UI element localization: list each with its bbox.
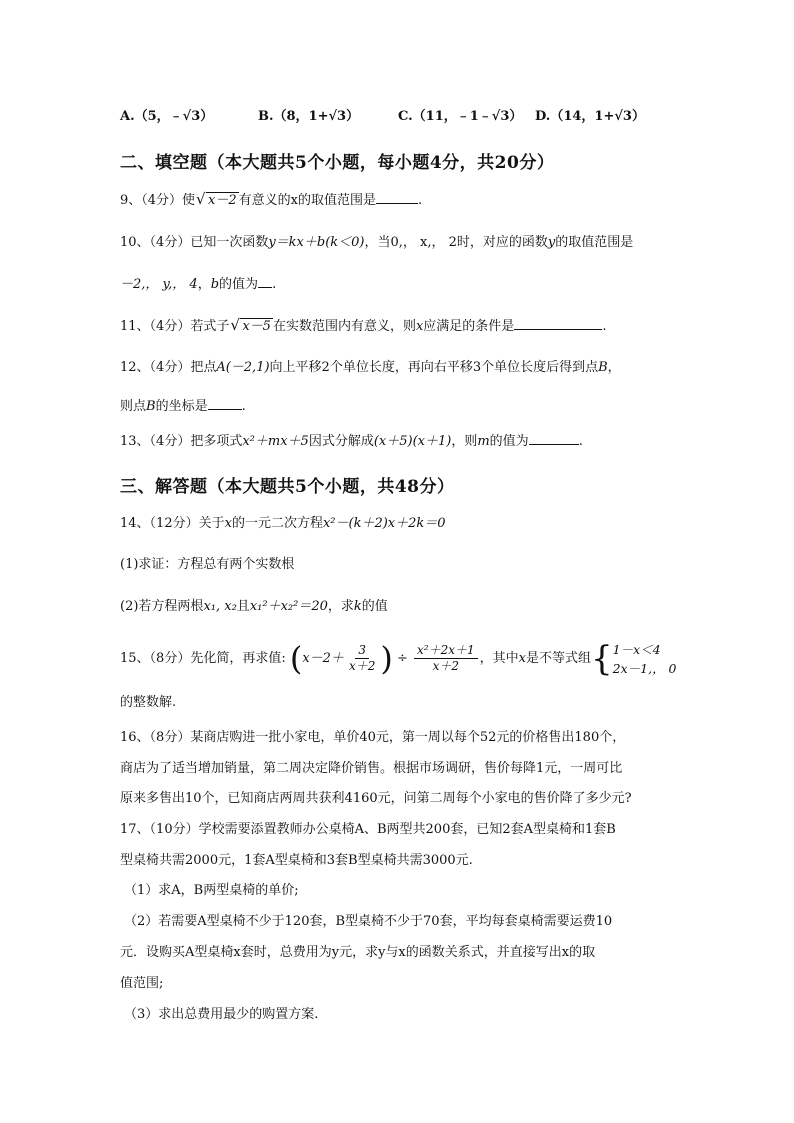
q10-comma: ， <box>197 277 211 292</box>
q11-x: x <box>415 319 424 334</box>
q12-point-a: A(－2,1) <box>216 360 270 375</box>
question-15 <box>120 639 677 679</box>
question-17-sub2-line2: 元．设购买A型桌椅x套时，总费用为y元，求y与x的函数关系式，并直接写出x的取 <box>120 945 596 960</box>
option-c: C.（11，﹣1﹣√3） <box>398 109 523 124</box>
question-17-sub3: （3）求出总费用最少的购置方案. <box>124 1007 319 1022</box>
question-16-line3: 原来多售出10个，已知商店两周共获利4160元，问第二周每个小家电的售价降了多少元? <box>120 791 632 806</box>
q14-k: k <box>353 599 362 614</box>
question-15-line2: 的整数解. <box>120 695 177 710</box>
q10-end: . <box>272 277 277 292</box>
q13-post: ，则 <box>451 434 478 449</box>
q15-right-paren: ) <box>380 639 393 678</box>
question-17-line2: 型桌椅共需2000元，1套A型桌椅和3套B型桌椅共需3000元. <box>120 853 473 868</box>
q10-function: y＝kx＋b(k＜0) <box>268 235 365 250</box>
q11-radicand: x－5 <box>242 319 271 334</box>
option-d: D.（14，1+√3） <box>535 109 645 124</box>
q10-b: b <box>210 277 220 292</box>
q13-post2: 的值为 <box>489 434 529 449</box>
question-9 <box>120 191 422 210</box>
question-11 <box>120 317 606 336</box>
q13-factors: (x＋5)(x＋1) <box>373 434 452 449</box>
question-12 <box>120 359 621 377</box>
q15-fraction-2 <box>414 643 478 674</box>
q14-p1-text: 求证：方程总有两个实数根 <box>138 557 295 572</box>
section-fill-heading: 二、填空题（本大题共5个小题，每小题4分，共20分） <box>120 153 555 173</box>
q12-answer-blank <box>208 397 242 410</box>
q9-answer-blank <box>376 191 418 204</box>
q14-p2-number: (2) <box>120 599 139 614</box>
question-17-line1: 17、（10分）学校需要添置教师办公桌椅A、B两型共200套，已知2套A型桌椅和1套B <box>120 822 616 837</box>
q14-p2c: ，求 <box>327 599 354 614</box>
q10-post: 的取值范围是 <box>555 235 634 250</box>
q9-end: . <box>418 193 423 208</box>
q12-b2: B <box>146 399 156 414</box>
q13-answer-blank <box>529 432 579 445</box>
question-17-sub2-line3: 值范围; <box>120 976 164 991</box>
q11-end: . <box>602 319 607 334</box>
q15-divide: ÷ <box>396 651 408 666</box>
q15-f1-denominator: x＋2 <box>348 659 376 673</box>
q15-inequality-2: 2x－1,， 0 <box>612 660 677 676</box>
question-16-line1: 16、（8分）某商店购进一批小家电，单价40元，第一周以每个52元的价格售出180个， <box>120 730 626 745</box>
q10-ask: 的值为 <box>219 277 259 292</box>
question-12-line2 <box>120 397 246 416</box>
q9-prefix: 9、（4分）使 <box>120 193 196 208</box>
option-a: A.（5，﹣√3） <box>120 109 214 124</box>
q15-x: x <box>518 651 526 666</box>
q10-answer-blank <box>258 275 272 288</box>
q14-p2b: 且 <box>236 599 250 614</box>
q15-fraction-1 <box>346 643 378 674</box>
q12-end2: . <box>241 399 246 414</box>
q14-equation: x²－(k＋2)x＋2k＝0 <box>322 516 446 531</box>
q13-end: . <box>578 434 583 449</box>
q14-prefix: 14、（12分）关于 <box>120 516 225 531</box>
q15-f1-numerator: 3 <box>355 643 369 659</box>
q14-p1-number: (1) <box>120 557 139 572</box>
q14-roots: x₁, x₂ <box>203 599 237 614</box>
answer-options-row <box>120 108 680 126</box>
q13-mid: 因式分解成 <box>308 434 374 449</box>
q11-mid: 在实数范围内有意义，则 <box>272 319 416 334</box>
question-17-sub2-line1: （2）若需要A型桌椅不少于120套，B型桌椅不少于70套，平均每套桌椅需要运费10 <box>124 914 613 929</box>
sqrt-x-minus-2: √ x－2 <box>196 190 237 208</box>
q13-m: m <box>477 434 490 449</box>
q12-line2b: 的坐标是 <box>155 399 208 414</box>
q11-prefix: 11、（4分）若式子 <box>120 319 230 334</box>
question-10 <box>120 234 633 252</box>
q15-post2: 是不等式组 <box>526 651 592 666</box>
q14-mid: 的一元二次方程 <box>231 516 323 531</box>
q10-range: －2,， y,， 4 <box>120 277 198 292</box>
q12-b: B <box>598 360 608 375</box>
option-b: B.（8，1+√3） <box>258 109 360 124</box>
q9-radicand: x－2 <box>208 193 237 208</box>
question-14-part1 <box>120 556 294 574</box>
q14-p2d: 的值 <box>361 599 388 614</box>
q15-f2-numerator: x²＋2x＋1 <box>414 643 478 659</box>
question-17-sub1: （1）求A，B两型桌椅的单价; <box>124 883 299 898</box>
q11-answer-blank <box>514 317 602 330</box>
question-10-line2 <box>120 275 276 294</box>
q12-prefix: 12、（4分）把点 <box>120 360 217 375</box>
q15-f2-denominator: x＋2 <box>432 659 460 673</box>
question-14-part2 <box>120 598 388 616</box>
q12-mid: 向上平移2个单位长度，再向右平移3个单位长度后得到点 <box>269 360 599 375</box>
q15-term1: x－2＋ <box>302 651 344 666</box>
q10-prefix: 10、（4分）已知一次函数 <box>120 235 269 250</box>
q10-y: y <box>547 235 556 250</box>
question-16-line2: 商店为了适当增加销量，第二周决定降价销售。根据市场调研，售价每降1元，一周可比 <box>120 761 623 776</box>
q14-x: x <box>224 516 232 531</box>
q13-polynomial: x²＋mx＋5 <box>242 434 309 449</box>
q10-mid: ，当0,， x,， 2时，对应的函数 <box>364 235 548 250</box>
q15-post: ，其中 <box>479 651 519 666</box>
sqrt-x-minus-5: √ x－5 <box>230 316 271 334</box>
q14-p2a: 若方程两根 <box>138 599 204 614</box>
section-answer-heading: 三、解答题（本大题共5个小题，共48分） <box>120 477 455 497</box>
q13-prefix: 13、（4分）把多项式 <box>120 434 243 449</box>
q15-prefix: 15、（8分）先化简，再求值: <box>120 651 286 666</box>
q14-condition: x₁²＋x₂²＝20 <box>249 599 328 614</box>
question-14 <box>120 515 446 533</box>
q15-inequality-1: 1－x＜4 <box>612 641 661 657</box>
q15-left-paren: ( <box>289 639 303 678</box>
question-13 <box>120 432 583 451</box>
q12-end1: ， <box>607 360 621 375</box>
brace-icon: { <box>591 638 613 679</box>
q12-line2a: 则点 <box>120 399 147 414</box>
q15-inequality-system <box>591 640 677 678</box>
q9-text: 有意义的x的取值范围是 <box>238 193 376 208</box>
q11-post: 应满足的条件是 <box>423 319 515 334</box>
